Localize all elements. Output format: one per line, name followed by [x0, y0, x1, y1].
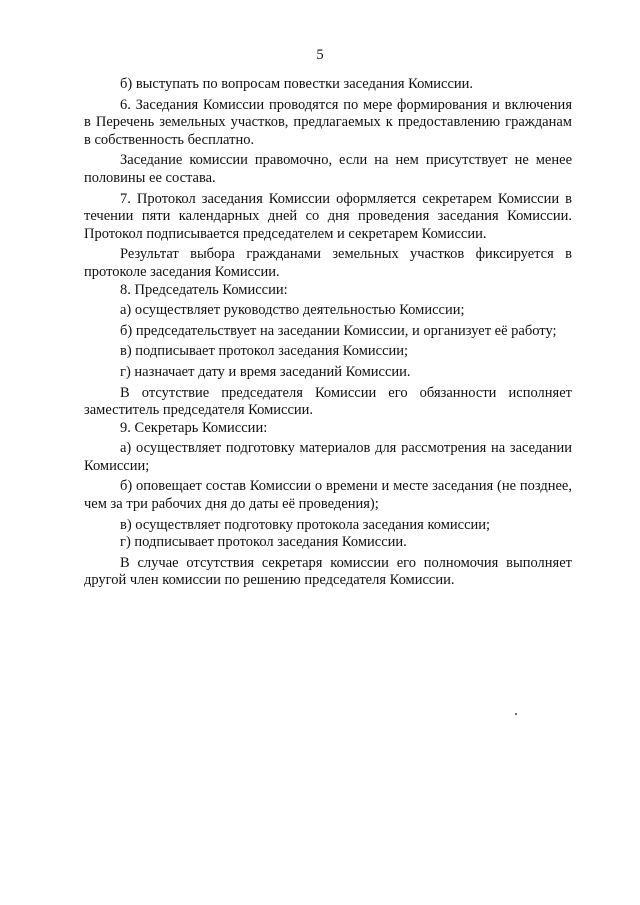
paragraph-8a: а) осуществляет руководство деятельностью Комиссии;	[120, 302, 465, 319]
paragraph-9-secretary: 9. Секретарь Комиссии:	[120, 419, 268, 436]
paragraph-item-b-speak: б) выступать по вопросам повестки заседания Комиссии.	[120, 76, 474, 92]
paragraph-8v: в) подписывает протокол заседания Комиссии;	[120, 343, 409, 360]
document-body	[84, 76, 572, 590]
scan-speck	[515, 713, 517, 715]
paragraph-9b: б) оповещает состав Комиссии о времени и месте заседания (не позднее, чем за три рабочих дня до даты её проведения);	[84, 478, 572, 513]
paragraph-9a: а) осуществляет подготовку материалов для рассмотрения на заседании Комиссии;	[84, 440, 572, 474]
paragraph-9v: в) осуществляет подготовку протокола заседания комиссии;	[120, 516, 491, 533]
paragraph-8g: г) назначает дату и время заседаний Комиссии.	[120, 363, 411, 380]
paragraph-chairman-absence: В отсутствие председателя Комиссии его обязанности исполняет заместитель председателя Комиссии.	[84, 384, 572, 419]
paragraph-7-protocol: 7. Протокол заседания Комиссии оформляется секретарем Комиссии в течении пяти календарных дней со дня проведения заседания Комиссии. Протокол подписывается председателем и секретарем Комиссии.	[84, 190, 572, 242]
paragraph-secretary-absence: В случае отсутствия секретаря комиссии его полномочия выполняет другой член комиссии по решению председателя Комиссии.	[84, 554, 572, 589]
paragraph-quorum: Заседание комиссии правомочно, если на нем присутствует не менее половины ее состава.	[84, 152, 572, 186]
paragraph-6-meetings: 6. Заседания Комиссии проводятся по мере формирования и включения в Перечень земельных участков, предлагаемых к предоставлению гражданам в собственность бесплатно.	[84, 96, 572, 148]
page-number: 5	[316, 47, 324, 63]
paragraph-9g: г) подписывает протокол заседания Комиссии.	[120, 534, 407, 551]
paragraph-8-chairman: 8. Председатель Комиссии:	[120, 281, 288, 298]
paragraph-8b: б) председательствует на заседании Комиссии, и организует её работу;	[120, 322, 557, 339]
paragraph-result-recorded: Результат выбора гражданами земельных участков фиксируется в протоколе заседания Комиссии.	[84, 246, 572, 280]
